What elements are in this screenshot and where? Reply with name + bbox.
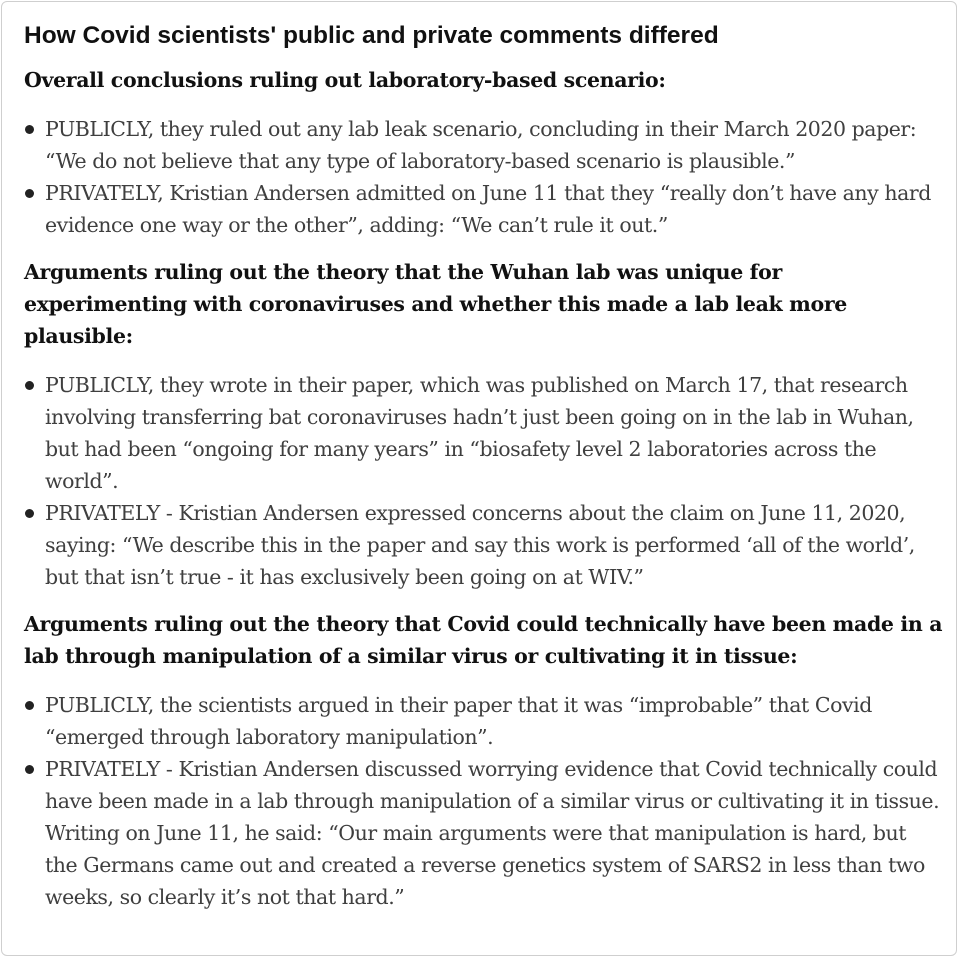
bullet-item-private [24, 497, 944, 593]
bullet-dot-icon [25, 701, 34, 710]
bullet-text: PUBLICLY, they wrote in their paper, which was published on March 17, that research involving transferring bat coronaviruses hadn’t just been going on in the lab in Wuhan, but had been “ongoing for many years” in “biosafety level 2 laboratories across the world”. [45, 373, 914, 493]
bullet-dot-icon [25, 189, 34, 198]
bullet-item-private [24, 753, 944, 913]
article-card [1, 1, 957, 956]
bullet-dot-icon [25, 765, 34, 774]
bullet-item-private [24, 177, 944, 241]
bullet-item-public [24, 369, 944, 497]
section-wuhan-lab [24, 256, 944, 593]
bullet-item-public [24, 689, 944, 753]
section-heading: Arguments ruling out the theory that Covid could technically have been made in a lab through manipulation of a similar virus or cultivating it in tissue: [24, 612, 943, 668]
bullet-item-public [24, 113, 944, 177]
section-lab-manipulation [24, 608, 944, 913]
bullet-list [24, 689, 944, 913]
card-title: How Covid scientists' public and private comments differed [24, 22, 719, 49]
bullet-text: PUBLICLY, the scientists argued in their paper that it was “improbable” that Covid “emerged through laboratory manipulation”. [45, 693, 872, 749]
section-heading: Overall conclusions ruling out laboratory-based scenario: [24, 68, 666, 92]
card-content [24, 20, 944, 913]
section-conclusions [24, 64, 944, 241]
bullet-text: PUBLICLY, they ruled out any lab leak scenario, concluding in their March 2020 paper: “We do not believe that any type of laboratory-based scenario is plausible.” [45, 117, 917, 173]
bullet-text: PRIVATELY - Kristian Andersen discussed worrying evidence that Covid technically could have been made in a lab through manipulation of a similar virus or cultivating it in tissue. Writing on June 11, he said: “Our main arguments were that manipulation is hard, but the Germans came out and created a reverse genetics system of SARS2 in less than two weeks, so clearly it’s not that hard.” [45, 757, 940, 909]
bullet-text: PRIVATELY, Kristian Andersen admitted on June 11 that they “really don’t have any hard evidence one way or the other”, adding: “We can’t rule it out.” [45, 181, 931, 237]
section-heading: Arguments ruling out the theory that the Wuhan lab was unique for experimenting with coronaviruses and whether this made a lab leak more plausible: [24, 260, 847, 348]
bullet-list [24, 369, 944, 593]
bullet-text: PRIVATELY - Kristian Andersen expressed concerns about the claim on June 11, 2020, saying: “We describe this in the paper and say this work is performed ‘all of the world’, but that isn’t true - it has exclusively been going on at WIV.” [45, 501, 915, 589]
bullet-dot-icon [25, 509, 34, 518]
bullet-dot-icon [25, 381, 34, 390]
bullet-dot-icon [25, 125, 34, 134]
bullet-list [24, 113, 944, 241]
